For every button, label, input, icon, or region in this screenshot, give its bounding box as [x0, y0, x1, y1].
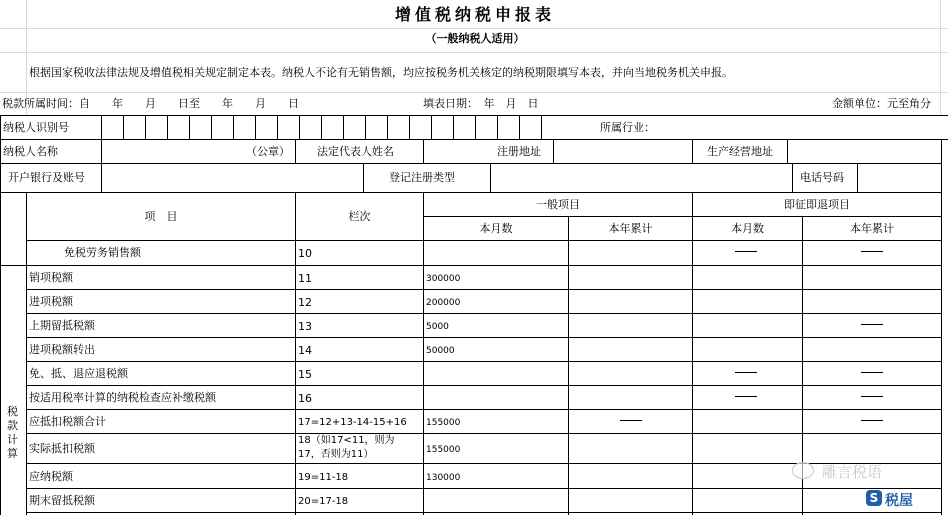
- col-general-month: 本月数: [479, 222, 513, 235]
- na-dash: [861, 324, 883, 325]
- logo-icon: S: [866, 490, 882, 506]
- row-item: 应纳税额: [29, 470, 73, 483]
- col-refund-month: 本月数: [731, 222, 764, 235]
- wechat-icon: [792, 462, 814, 479]
- row-item: 按适用税率计算的纳税检查应补缴税额: [29, 391, 216, 404]
- row-item: 应抵扣税额合计: [29, 415, 106, 428]
- bank-account-label: 开户银行及账号: [8, 171, 85, 184]
- row-item: 期末留抵税额: [29, 494, 95, 507]
- row-line: 13: [298, 320, 312, 333]
- col-refund-header: 即征即退项目: [784, 198, 850, 211]
- col-item-header: 项 目: [144, 210, 178, 223]
- row-item: 进项税额: [29, 295, 73, 308]
- row-line: 10: [298, 247, 312, 260]
- watermark-text: 雕言税语: [822, 463, 883, 481]
- row-line-part2: 17，否则为11）: [298, 449, 374, 460]
- na-dash: [620, 420, 642, 421]
- phone-label: 电话号码: [800, 171, 844, 184]
- row-item: 免、抵、退应退税额: [29, 367, 128, 380]
- fill-date-label: 填表日期： 年 月 日: [423, 97, 539, 110]
- col-general-ytd: 本年累计: [608, 222, 653, 235]
- row-item: 免税劳务销售额: [64, 246, 141, 259]
- row-line: 14: [298, 344, 312, 357]
- row-month-value: 5000: [426, 322, 449, 332]
- section-label: 税款计算: [7, 405, 18, 460]
- na-dash: [861, 372, 883, 373]
- row-month-value: 200000: [426, 298, 461, 308]
- reg-address-label: 注册地址: [497, 145, 541, 158]
- seal-label: （公章）: [246, 145, 290, 158]
- form-subtitle: （一般纳税人适用）: [425, 32, 525, 45]
- row-line-part1: 18（如17<11，则为: [298, 435, 395, 446]
- row-month-value: 155000: [426, 445, 461, 455]
- row-item: 销项税额: [29, 271, 73, 284]
- legal-rep-label: 法定代表人姓名: [317, 145, 394, 158]
- row-item: 实际抵扣税额: [29, 442, 95, 455]
- na-dash: [735, 372, 757, 373]
- row-line: 15: [298, 368, 312, 381]
- industry-label: 所属行业：: [600, 121, 655, 134]
- row-line: 12: [298, 296, 312, 309]
- na-dash: [861, 396, 883, 397]
- na-dash: [735, 251, 757, 252]
- taxpayer-id-label: 纳税人识别号: [3, 121, 69, 134]
- row-line: 16: [298, 392, 312, 405]
- reg-type-label: 登记注册类型: [389, 171, 455, 184]
- row-line: 20=17-18: [298, 496, 349, 507]
- na-dash: [861, 420, 883, 421]
- row-line: 19=11-18: [298, 472, 349, 483]
- taxpayer-name-label: 纳税人名称: [3, 145, 58, 158]
- biz-address-label: 生产经营地址: [707, 145, 773, 158]
- row-month-value: 300000: [426, 274, 461, 284]
- row-item: 上期留抵税额: [29, 319, 95, 332]
- col-line-header: 栏次: [348, 210, 371, 223]
- tax-period-label: 税款所属时间：自 年 月 日至 年 月 日: [2, 97, 299, 110]
- amount-unit-label: 金额单位：元至角分: [832, 97, 931, 110]
- row-month-value: 50000: [426, 346, 455, 356]
- form-intro: 根据国家税收法律法规及增值税相关规定制定本表。纳税人不论有无销售额，均应按税务机关核定的纳税期限填写本表，并向当地税务机关申报。: [29, 66, 733, 79]
- form-title: 增值税纳税申报表: [394, 5, 555, 24]
- na-dash: [861, 251, 883, 252]
- col-general-header: 一般项目: [536, 198, 580, 211]
- row-month-value: 130000: [426, 473, 461, 483]
- row-month-value: 155000: [426, 418, 461, 428]
- row-line: 11: [298, 272, 312, 285]
- row-item: 进项税额转出: [29, 343, 95, 356]
- col-refund-ytd: 本年累计: [850, 222, 894, 235]
- row-line: 17=12+13-14-15+16: [298, 417, 407, 428]
- watermark-brand: 税屋: [885, 493, 913, 509]
- na-dash: [735, 396, 757, 397]
